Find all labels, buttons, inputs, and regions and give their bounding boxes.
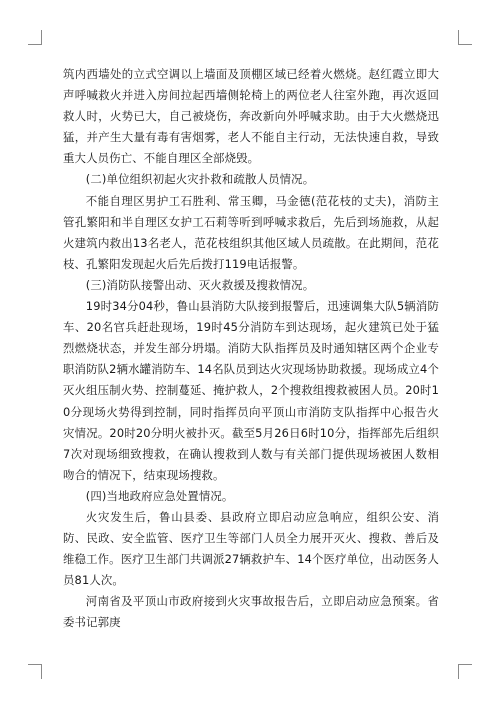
section-heading-4: (四)当地政府应急处置情况。: [85, 488, 234, 503]
paragraph: 19时34分04秒，鲁山县消防大队接到报警后，迅速调集大队5辆消防车、20名官兵赶赴现场，19时45分消防车到达现场，起火建筑已处于猛烈燃烧状态，并发生部分坍塌。消防大队指挥员及时通知辖区两个企业专职消防队2辆水罐消防车、14名队员到达火灾现场协助救援。现场成立4个灭火组压制火势、控制蔓延、掩护救人，2个搜救组搜救被困人员。20时10分现场火势得到控制，同时指挥员向平顶山市消防支队指挥中心报告火灾情况。20时20分明火被扑灭。截至5月26日6时10分，指挥部先后组织7次对现场细致搜救，在确认搜救到人数与有关部门提供现场被困人数相吻合的情况下，结束现场搜救。: [63, 299, 439, 482]
crop-mark-bottom-right: [458, 664, 472, 665]
crop-mark-bottom-left: [41, 664, 42, 679]
paragraph: 河南省及平顶山市政府接到火灾事故报告后，立即启动应急预案。省委书记郭庚: [63, 594, 439, 630]
paragraph: 不能自理区男护工石胜利、常玉卿，马金德(范花枝的丈夫)，消防主管孔繁阳和半自理区女护工石莉等听到呼喊求救后，先后到场施救，从起火建筑内救出13名老人，范花枝组织其他区域人员疏散。在此期间，范花枝、孔繁阳发现起火后先后拨打119电话报警。: [63, 193, 439, 271]
section-heading-3: (三)消防队接警出动、灭火救援及搜救情况。: [85, 277, 315, 292]
crop-mark-bottom-left: [28, 664, 42, 665]
paragraph-continued: 筑内西墙处的立式空调以上墙面及顶棚区域已经着火燃烧。赵红霞立即大声呼喊救火并进入房间拉起西墙侧轮椅上的两位老人往室外跑，再次返回救人时，火势已大，自己被烧伤，奔改新向外呼喊求助。由于大火燃烧迅猛，并产生大量有毒有害烟雾，老人不能自主行动，无法快速自救，导致重大人员伤亡、不能自理区全部烧毁。: [63, 67, 439, 166]
crop-mark-bottom-right: [458, 664, 459, 679]
crop-mark-top-left: [41, 30, 42, 45]
document-body: [63, 64, 439, 634]
paragraph: 火灾发生后，鲁山县委、县政府立即启动应急响应，组织公安、消防、民政、安全监管、医疗卫生等部门人员全力展开灭火、搜救、善后及维稳工作。医疗卫生部门共调派27辆救护车、14个医疗单位，出动医务人员81人次。: [63, 509, 439, 588]
crop-mark-top-left: [28, 44, 42, 45]
crop-mark-top-right: [458, 30, 459, 45]
crop-mark-top-right: [458, 44, 472, 45]
section-heading-2: (二)单位组织初起火灾扑救和疏散人员情况。: [85, 172, 315, 187]
